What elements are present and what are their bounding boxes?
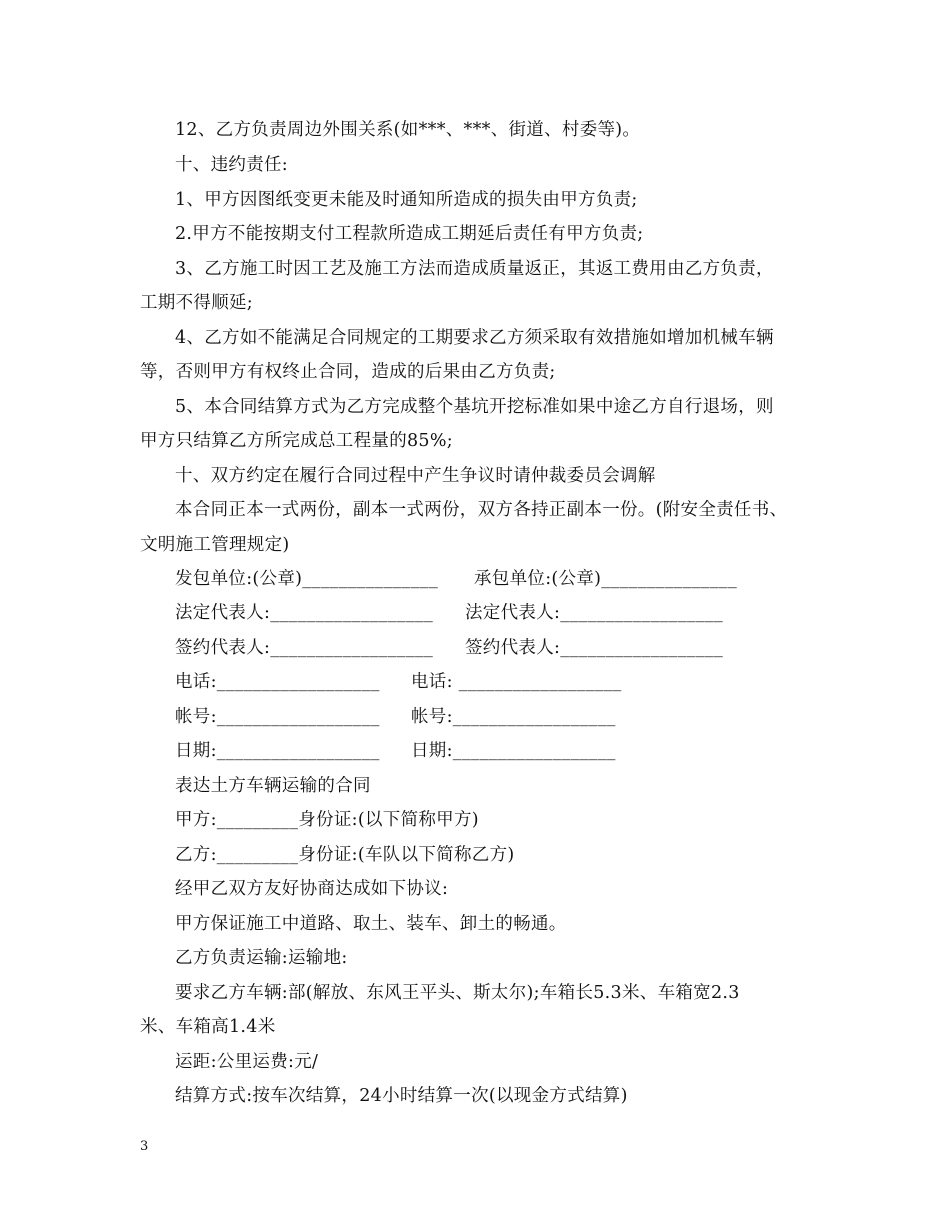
breach-clause-5-line2: 甲方只结算乙方所完成总工程量的85%;	[140, 431, 453, 451]
term-road-access: 甲方保证施工中道路、取土、装车、卸土的畅通。	[175, 914, 567, 934]
section-heading-breach: 十、违约责任:	[175, 155, 288, 175]
account-left-field: 帐号:__________________	[175, 707, 380, 727]
copies-clause-line1: 本合同正本一式两份，副本一式两份，双方各持正副本一份。(附安全责任书、	[175, 500, 788, 520]
breach-clause-3-line2: 工期不得顺延;	[140, 293, 253, 313]
issuer-unit-field: 发包单位:(公章)_______________	[175, 569, 439, 589]
breach-clause-1: 1、甲方因图纸变更未能及时通知所造成的损失由甲方负责;	[175, 190, 638, 210]
breach-clause-2: 2.甲方不能按期支付工程款所造成工期延后责任有甲方负责;	[175, 224, 644, 244]
breach-clause-4-line2: 等，否则甲方有权终止合同，造成的后果由乙方负责;	[140, 362, 556, 382]
legal-rep-left-field: 法定代表人:__________________	[175, 603, 434, 623]
term-settlement: 结算方式:按车次结算，24小时结算一次(以现金方式结算)	[175, 1086, 628, 1106]
party-a-line: 甲方:_________身份证:(以下简称甲方)	[175, 810, 479, 830]
date-right-field: 日期:__________________	[411, 741, 616, 761]
phone-right-field: 电话: __________________	[411, 672, 622, 692]
contract-title: 表达土方车辆运输的合同	[175, 776, 371, 796]
agreement-intro: 经甲乙双方友好协商达成如下协议:	[175, 879, 449, 899]
breach-clause-4-line1: 4、乙方如不能满足合同规定的工期要求乙方须采取有效措施如增加机械车辆	[175, 328, 774, 348]
account-right-field: 帐号:__________________	[411, 707, 616, 727]
term-vehicles-line1: 要求乙方车辆:部(解放、东风王平头、斯太尔);车箱长5.3米、车箱宽2.3	[175, 983, 740, 1003]
term-vehicles-line2: 米、车箱高1.4米	[140, 1017, 276, 1037]
date-left-field: 日期:__________________	[175, 741, 380, 761]
term-distance-fee: 运距:公里运费:元/	[175, 1052, 319, 1072]
sign-rep-left-field: 签约代表人:__________________	[175, 638, 434, 658]
copies-clause-line2: 文明施工管理规定)	[140, 535, 290, 555]
sign-rep-right-field: 签约代表人:__________________	[465, 638, 724, 658]
breach-clause-3-line1: 3、乙方施工时因工艺及施工方法而造成质量返正，其返工费用由乙方负责，	[175, 259, 774, 279]
party-b-line: 乙方:_________身份证:(车队以下简称乙方)	[175, 845, 515, 865]
dispute-clause: 十、双方约定在履行合同过程中产生争议时请仲裁委员会调解	[175, 466, 656, 486]
phone-left-field: 电话:__________________	[175, 672, 380, 692]
clause-12: 12、乙方负责周边外围关系(如***、***、街道、村委等)。	[175, 120, 641, 140]
contractor-unit-field: 承包单位:(公章)_______________	[474, 569, 738, 589]
breach-clause-5-line1: 5、本合同结算方式为乙方完成整个基坑开挖标准如果中途乙方自行退场，则	[175, 397, 774, 417]
page-number: 3	[140, 1139, 149, 1154]
term-transport: 乙方负责运输:运输地:	[175, 948, 348, 968]
legal-rep-right-field: 法定代表人:__________________	[465, 603, 724, 623]
